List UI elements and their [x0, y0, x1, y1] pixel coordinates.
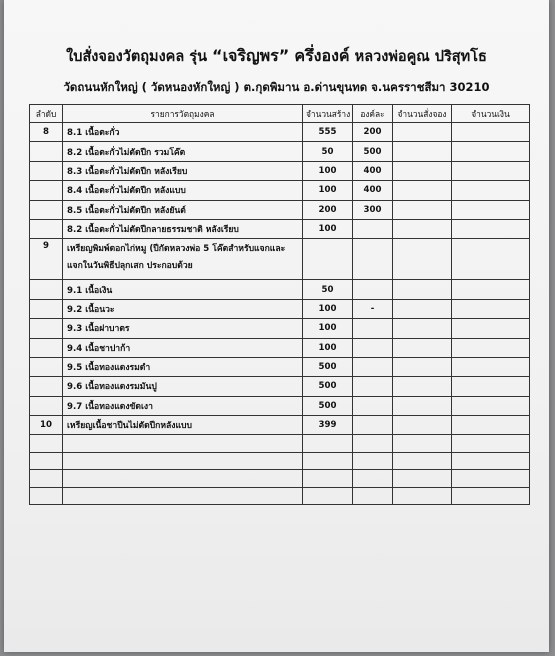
col-header-no: ลำดับ [30, 105, 63, 123]
table-row [30, 239, 530, 280]
cell-price [353, 280, 393, 299]
cell-amount[interactable] [452, 280, 530, 299]
cell-qty: 50 [303, 142, 353, 161]
cell-price [353, 319, 393, 338]
cell-order[interactable] [393, 319, 452, 338]
cell-price [353, 470, 393, 488]
table-row [30, 452, 530, 470]
cell-qty: 100 [303, 181, 353, 200]
cell-qty: 200 [303, 200, 353, 219]
cell-amount[interactable] [452, 219, 530, 238]
cell-no [30, 487, 63, 505]
cell-price [353, 435, 393, 453]
table-row [30, 200, 530, 219]
cell-no [30, 452, 63, 470]
cell-qty: 399 [303, 416, 353, 435]
cell-price [353, 396, 393, 415]
cell-amount[interactable] [452, 452, 530, 470]
cell-amount[interactable] [452, 357, 530, 376]
cell-amount[interactable] [452, 470, 530, 488]
cell-qty: 50 [303, 280, 353, 299]
cell-no [30, 377, 63, 396]
cell-no: 9 [30, 239, 63, 280]
table-row [30, 280, 530, 299]
cell-item: 8.1 เนื้อตะกั่ว [63, 123, 303, 142]
cell-qty: 100 [303, 161, 353, 180]
cell-no [30, 200, 63, 219]
cell-amount[interactable] [452, 377, 530, 396]
cell-order[interactable] [393, 452, 452, 470]
cell-order[interactable] [393, 161, 452, 180]
cell-item [63, 435, 303, 453]
cell-amount[interactable] [452, 435, 530, 453]
table-row [30, 299, 530, 318]
table-row [30, 357, 530, 376]
cell-no [30, 338, 63, 357]
cell-order[interactable] [393, 239, 452, 280]
cell-item: 9.6 เนื้อทองแดงรมมันปู [63, 377, 303, 396]
cell-item [63, 470, 303, 488]
cell-item [63, 452, 303, 470]
cell-amount[interactable] [452, 181, 530, 200]
cell-amount[interactable] [452, 319, 530, 338]
cell-no [30, 161, 63, 180]
cell-price [353, 416, 393, 435]
col-header-price: องค์ละ [353, 105, 393, 123]
cell-price [353, 452, 393, 470]
cell-no [30, 396, 63, 415]
cell-qty [303, 239, 353, 280]
cell-qty: 500 [303, 396, 353, 415]
col-header-order: จำนวนสั่งจอง [393, 105, 452, 123]
cell-no [30, 142, 63, 161]
cell-price: 500 [353, 142, 393, 161]
cell-no: 8 [30, 123, 63, 142]
cell-no [30, 181, 63, 200]
table-row [30, 435, 530, 453]
title-part1: ใบสั่งจองวัตถุมงคล รุ่น [66, 49, 207, 65]
cell-price [353, 338, 393, 357]
order-form-paper [4, 0, 549, 652]
cell-qty: 100 [303, 219, 353, 238]
cell-order[interactable] [393, 396, 452, 415]
cell-qty: 500 [303, 357, 353, 376]
cell-item: 9.3 เนื้อฝาบาตร [63, 319, 303, 338]
cell-amount[interactable] [452, 396, 530, 415]
table-row [30, 181, 530, 200]
cell-item: เหรียญพิมพ์ดอกไก่หมู (ปีกัดหลวงพ่อ 5 โค๊ตสำหรับแจกและ แจกในวันพิธีปลุกเสก ประกอบด้วย [63, 239, 303, 280]
table-row [30, 487, 530, 505]
cell-amount[interactable] [452, 487, 530, 505]
order-table [29, 104, 530, 505]
cell-amount[interactable] [452, 299, 530, 318]
cell-price: 300 [353, 200, 393, 219]
cell-price [353, 487, 393, 505]
cell-order[interactable] [393, 219, 452, 238]
col-header-qty: จำนวนสร้าง [303, 105, 353, 123]
cell-price: - [353, 299, 393, 318]
cell-order[interactable] [393, 142, 452, 161]
table-row [30, 396, 530, 415]
cell-order[interactable] [393, 123, 452, 142]
cell-qty: 100 [303, 338, 353, 357]
cell-item: 8.5 เนื้อตะกั่วไม่ตัดปีก หลังยันต์ [63, 200, 303, 219]
cell-order[interactable] [393, 487, 452, 505]
cell-order[interactable] [393, 416, 452, 435]
cell-item: 9.7 เนื้อทองแดงขัดเงา [63, 396, 303, 415]
col-header-item: รายการวัตถุมงคล [63, 105, 303, 123]
cell-item: เหรียญเนื้อชาปีนไม่ตัดปีกหลังแบบ [63, 416, 303, 435]
cell-no [30, 470, 63, 488]
cell-order[interactable] [393, 280, 452, 299]
cell-item: 9.4 เนื้อชาปาก้า [63, 338, 303, 357]
cell-order[interactable] [393, 338, 452, 357]
form-title [4, 44, 549, 69]
cell-item: 8.2 เนื้อตะกั่วไม่ตัดปีกลายธรรมชาติ หลังเรียบ [63, 219, 303, 238]
cell-no [30, 299, 63, 318]
table-row [30, 319, 530, 338]
cell-price [353, 357, 393, 376]
cell-amount[interactable] [452, 161, 530, 180]
cell-amount[interactable] [452, 338, 530, 357]
cell-price: 200 [353, 123, 393, 142]
cell-qty [303, 470, 353, 488]
cell-amount[interactable] [452, 416, 530, 435]
cell-price [353, 239, 393, 280]
cell-item [63, 487, 303, 505]
table-row [30, 219, 530, 238]
table-row [30, 142, 530, 161]
cell-price [353, 219, 393, 238]
cell-no [30, 319, 63, 338]
cell-no [30, 357, 63, 376]
cell-amount[interactable] [452, 200, 530, 219]
cell-order[interactable] [393, 181, 452, 200]
cell-order[interactable] [393, 435, 452, 453]
cell-qty: 555 [303, 123, 353, 142]
cell-no: 10 [30, 416, 63, 435]
cell-item: 9.1 เนื้อเงิน [63, 280, 303, 299]
table-row [30, 123, 530, 142]
table-row [30, 416, 530, 435]
cell-item: 9.5 เนื้อทองแดงรมดำ [63, 357, 303, 376]
title-part3: หลวงพ่อคูณ ปริสุทโธ [354, 49, 487, 65]
cell-qty [303, 452, 353, 470]
cell-price: 400 [353, 161, 393, 180]
temple-address: วัดถนนหักใหญ่ ( วัดหนองหักใหญ่ ) ต.กุดพิมาน อ.ด่านขุนทด จ.นครราชสีมา 30210 [63, 80, 490, 94]
cell-order[interactable] [393, 470, 452, 488]
table-row [30, 161, 530, 180]
cell-qty: 100 [303, 299, 353, 318]
cell-order[interactable] [393, 377, 452, 396]
table-row [30, 377, 530, 396]
cell-qty: 500 [303, 377, 353, 396]
cell-order[interactable] [393, 299, 452, 318]
cell-qty [303, 435, 353, 453]
cell-item: 9.2 เนื้อนวะ [63, 299, 303, 318]
cell-amount[interactable] [452, 239, 530, 280]
cell-no [30, 219, 63, 238]
table-header-row [30, 105, 530, 123]
cell-item: 8.3 เนื้อตะกั่วไม่ตัดปีก หลังเรียบ [63, 161, 303, 180]
table-row [30, 470, 530, 488]
cell-price: 400 [353, 181, 393, 200]
cell-price [353, 377, 393, 396]
table-row [30, 338, 530, 357]
cell-item: 8.4 เนื้อตะกั่วไม่ตัดปีก หลังแบบ [63, 181, 303, 200]
cell-qty [303, 487, 353, 505]
cell-no [30, 435, 63, 453]
cell-qty: 100 [303, 319, 353, 338]
cell-amount[interactable] [452, 123, 530, 142]
col-header-amount: จำนวนเงิน [452, 105, 530, 123]
cell-order[interactable] [393, 200, 452, 219]
cell-order[interactable] [393, 357, 452, 376]
cell-no [30, 280, 63, 299]
cell-item: 8.2 เนื้อตะกั่วไม่ตัดปีก รวมโค๊ต [63, 142, 303, 161]
cell-amount[interactable] [452, 142, 530, 161]
title-quoted: “เจริญพร” [212, 46, 290, 65]
title-part2: ครึ่งองค์ [294, 46, 350, 65]
